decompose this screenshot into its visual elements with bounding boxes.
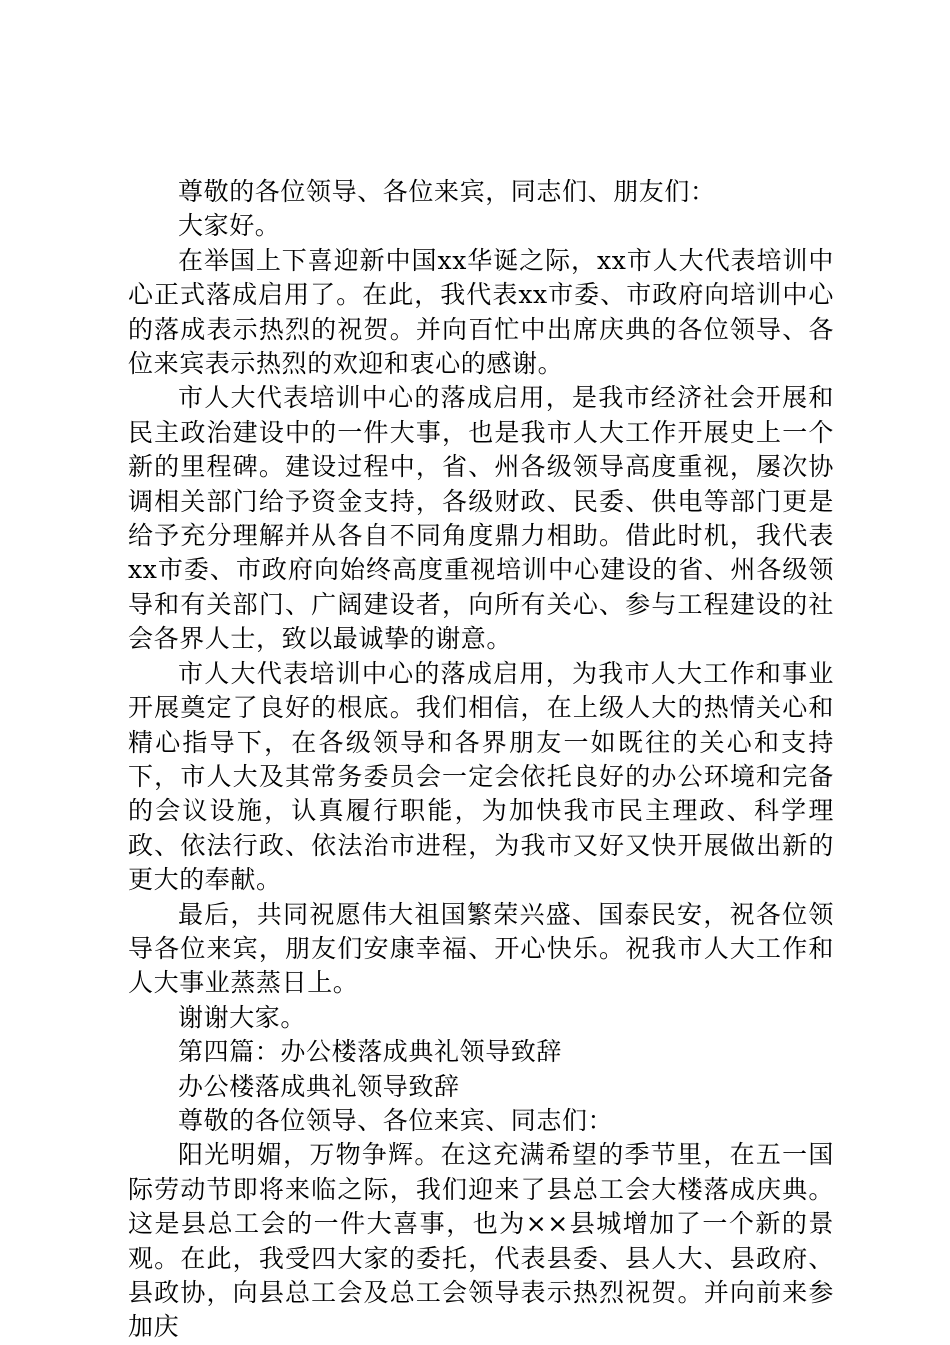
salutation: 尊敬的各位领导、各位来宾、同志们：	[178, 1105, 614, 1135]
body-paragraph: 市人大代表培训中心的落成启用，为我市人大工作和事业开展奠定了良好的根底。我们相信，在上级人大的热情关心和精心指导下，在各级领导和各界朋友一如既往的关心和支持下，市人大及其常务委员会一定会依托良好的办公环境和完备的会议设施，认真履行职能，为加快我市民主理政、科学理政、依法行政、依法治市进程，为我市又好又快开展做出新的更大的奉献。	[128, 658, 834, 895]
section-heading: 第四篇：办公楼落成典礼领导致辞	[178, 1037, 563, 1067]
body-paragraph: 阳光明媚，万物争辉。在这充满希望的季节里，在五一国际劳动节即将来临之际，我们迎来了县总工会大楼落成庆典。这是县总工会的一件大喜事，也为××县城增加了一个新的景观。在此，我受四大家的委托，代表县委、县人大、县政府、县政协，向县总工会及总工会领导表示热烈祝贺。并向前来参加庆	[128, 1140, 834, 1342]
salutation: 尊敬的各位领导、各位来宾，同志们、朋友们：	[178, 177, 716, 206]
body-paragraph: 在举国上下喜迎新中国xx华诞之际，xx市人大代表培训中心正式落成启用了。在此，我代表xx市委、市政府向培训中心的落成表示热烈的祝贺。并向百忙中出席庆典的各位领导、各位来宾表示热烈的欢迎和衷心的感谢。	[128, 245, 834, 379]
speech-title: 办公楼落成典礼领导致辞	[178, 1071, 460, 1101]
document-page	[128, 175, 834, 1345]
thanks-line: 谢谢大家。	[178, 1002, 307, 1032]
body-paragraph: 市人大代表培训中心的落成启用，是我市经济社会开展和民主政治建设中的一件大事，也是我市人大工作开展史上一个新的里程碑。建设过程中，省、州各级领导高度重视，屡次协调相关部门给予资金支持，各级财政、民委、供电等部门更是给予充分理解并从各自不同角度鼎力相助。借此时机，我代表xx市委、市政府向始终高度重视培训中心建设的省、州各级领导和有关部门、广阔建设者，向所有关心、参与工程建设的社会各界人士，致以最诚挚的谢意。	[128, 383, 834, 654]
closing-wishes: 最后，共同祝愿伟大祖国繁荣兴盛、国泰民安，祝各位领导各位来宾，朋友们安康幸福、开心快乐。祝我市人大工作和人大事业蒸蒸日上。	[128, 899, 834, 998]
greeting: 大家好。	[178, 211, 281, 241]
